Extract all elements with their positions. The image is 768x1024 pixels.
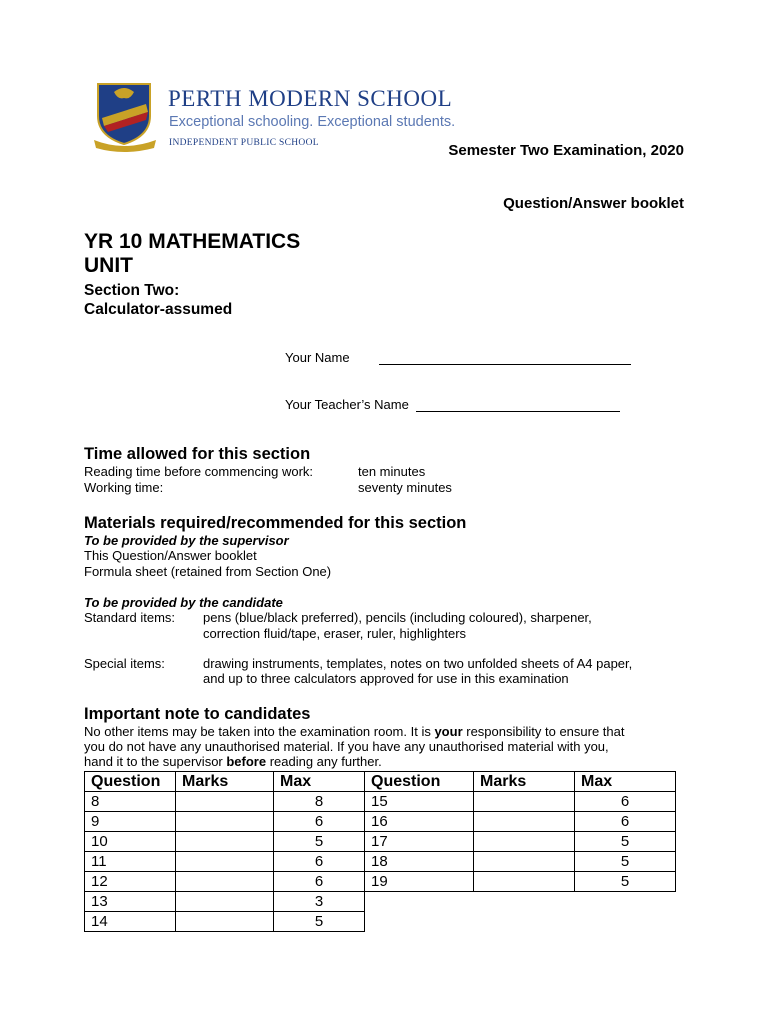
header-marks: Marks — [176, 772, 274, 792]
working-time-label: Working time: — [84, 480, 164, 495]
empty-cell — [474, 892, 575, 912]
marks-cell[interactable] — [176, 892, 274, 912]
max-marks: 5 — [575, 832, 676, 852]
table-row — [85, 812, 676, 832]
note-line-3 — [84, 754, 382, 770]
empty-cell — [575, 892, 676, 912]
max-marks: 5 — [274, 912, 365, 932]
marks-cell[interactable] — [176, 792, 274, 812]
question-number: 18 — [365, 852, 474, 872]
max-marks: 5 — [274, 832, 365, 852]
special-items-label: Special items: — [84, 656, 165, 671]
table-header-row — [85, 772, 676, 792]
max-marks: 6 — [274, 852, 365, 872]
note-line-1 — [84, 724, 625, 740]
your-name-label: Your Name — [285, 350, 350, 365]
table-row — [85, 832, 676, 852]
question-number: 17 — [365, 832, 474, 852]
school-crest-icon — [92, 78, 158, 152]
candidate-heading: To be provided by the candidate — [84, 595, 283, 610]
max-marks: 6 — [274, 872, 365, 892]
table-row — [85, 792, 676, 812]
header-marks: Marks — [474, 772, 575, 792]
subject-line-2: UNIT — [84, 254, 133, 277]
question-number: 10 — [85, 832, 176, 852]
question-number: 14 — [85, 912, 176, 932]
marks-cell[interactable] — [474, 812, 575, 832]
teacher-name-field[interactable] — [416, 399, 620, 412]
max-marks: 5 — [575, 872, 676, 892]
table-row — [85, 852, 676, 872]
special-items-line-1: drawing instruments, templates, notes on two unfolded sheets of A4 paper, — [203, 656, 633, 671]
school-name: PERTH MODERN SCHOOL — [168, 86, 453, 111]
note-line-1-end: responsibility to ensure that — [462, 724, 625, 739]
note-emphasis-before: before — [226, 754, 267, 769]
school-type: INDEPENDENT PUBLIC SCHOOL — [169, 138, 319, 148]
section-line-1: Section Two: — [84, 282, 180, 299]
teacher-name-label: Your Teacher’s Name — [285, 397, 409, 412]
question-number: 13 — [85, 892, 176, 912]
table-row — [85, 912, 676, 932]
max-marks: 8 — [274, 792, 365, 812]
max-marks: 5 — [575, 852, 676, 872]
working-time-value: seventy minutes — [358, 480, 452, 495]
question-number: 8 — [85, 792, 176, 812]
header-question: Question — [365, 772, 474, 792]
time-heading: Time allowed for this section — [84, 445, 311, 463]
marks-table — [84, 771, 676, 932]
marks-cell[interactable] — [474, 872, 575, 892]
reading-time-label: Reading time before commencing work: — [84, 464, 314, 479]
teacher-name-row — [285, 397, 620, 412]
exam-title: Semester Two Examination, 2020 — [448, 142, 684, 159]
max-marks: 6 — [274, 812, 365, 832]
marks-cell[interactable] — [176, 912, 274, 932]
marks-cell[interactable] — [474, 832, 575, 852]
question-number: 9 — [85, 812, 176, 832]
max-marks: 6 — [575, 792, 676, 812]
your-name-field[interactable] — [379, 352, 631, 365]
standard-items-label: Standard items: — [84, 610, 176, 625]
school-motto: Exceptional schooling. Exceptional students. — [169, 114, 456, 130]
note-line-2: you do not have any unauthorised material. If you have any unauthorised material with you, — [84, 739, 609, 754]
subject-title — [84, 230, 300, 278]
section-title — [84, 281, 232, 319]
header-question: Question — [85, 772, 176, 792]
table-row — [85, 872, 676, 892]
question-number: 15 — [365, 792, 474, 812]
table-row — [85, 892, 676, 912]
standard-items-line-1: pens (blue/black preferred), pencils (including coloured), sharpener, — [203, 610, 592, 625]
standard-items-line-2: correction fluid/tape, eraser, ruler, highlighters — [203, 626, 467, 641]
reading-time-value: ten minutes — [358, 464, 426, 479]
question-number: 12 — [85, 872, 176, 892]
supervisor-heading: To be provided by the supervisor — [84, 533, 289, 548]
header-max: Max — [274, 772, 365, 792]
marks-cell[interactable] — [176, 852, 274, 872]
max-marks: 6 — [575, 812, 676, 832]
empty-cell — [474, 912, 575, 932]
your-name-row — [285, 350, 631, 365]
note-line-1-start: No other items may be taken into the examination room. It is — [84, 724, 435, 739]
special-items-line-2: and up to three calculators approved for use in this examination — [203, 671, 569, 686]
question-number: 19 — [365, 872, 474, 892]
materials-heading: Materials required/recommended for this section — [84, 514, 467, 532]
question-number: 16 — [365, 812, 474, 832]
note-line-3-start: hand it to the supervisor — [84, 754, 227, 769]
max-marks: 3 — [274, 892, 365, 912]
supervisor-item-2: Formula sheet (retained from Section One) — [84, 564, 332, 579]
booklet-type: Question/Answer booklet — [503, 195, 684, 212]
section-line-2: Calculator-assumed — [84, 301, 233, 318]
note-line-3-end: reading any further. — [266, 754, 382, 769]
marks-cell[interactable] — [474, 792, 575, 812]
empty-cell — [365, 892, 474, 912]
empty-cell — [575, 912, 676, 932]
question-number: 11 — [85, 852, 176, 872]
supervisor-item-1: This Question/Answer booklet — [84, 548, 257, 563]
note-emphasis-your: your — [434, 724, 463, 739]
note-heading: Important note to candidates — [84, 705, 311, 723]
header-max: Max — [575, 772, 676, 792]
subject-line-1: YR 10 MATHEMATICS — [84, 230, 301, 253]
marks-cell[interactable] — [474, 852, 575, 872]
empty-cell — [365, 912, 474, 932]
marks-cell[interactable] — [176, 812, 274, 832]
marks-cell[interactable] — [176, 832, 274, 852]
marks-cell[interactable] — [176, 872, 274, 892]
